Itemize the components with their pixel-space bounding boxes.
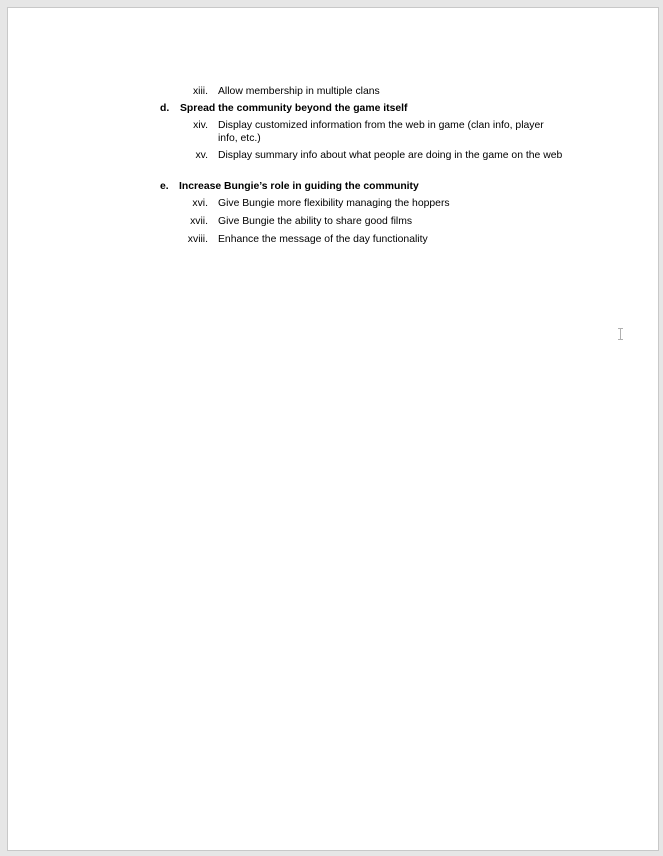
list-item-text: Display customized information from the web in game (clan info, player info, etc.) xyxy=(218,120,544,144)
list-item-text: Enhance the message of the day functionality xyxy=(218,234,428,245)
list-item-text: Give Bungie the ability to share good films xyxy=(218,216,413,227)
section-marker: d. xyxy=(160,103,170,114)
list-marker: xiv. xyxy=(193,120,208,131)
document-page xyxy=(7,7,659,851)
list-marker: xviii. xyxy=(187,234,208,245)
list-item-text: Give Bungie more flexibility managing the hoppers xyxy=(218,198,450,209)
list-marker: xvi. xyxy=(192,198,208,209)
list-marker: xv. xyxy=(195,150,208,161)
section-heading: Increase Bungie’s role in guiding the community xyxy=(179,181,419,192)
text-cursor-icon xyxy=(620,328,621,340)
section-marker: e. xyxy=(160,181,169,192)
section-heading: Spread the community beyond the game itself xyxy=(180,103,408,114)
list-marker: xvii. xyxy=(190,216,208,227)
list-marker: xiii. xyxy=(192,86,208,97)
list-item-text: Allow membership in multiple clans xyxy=(218,86,380,97)
list-item-text: Display summary info about what people are doing in the game on the web xyxy=(218,150,563,161)
